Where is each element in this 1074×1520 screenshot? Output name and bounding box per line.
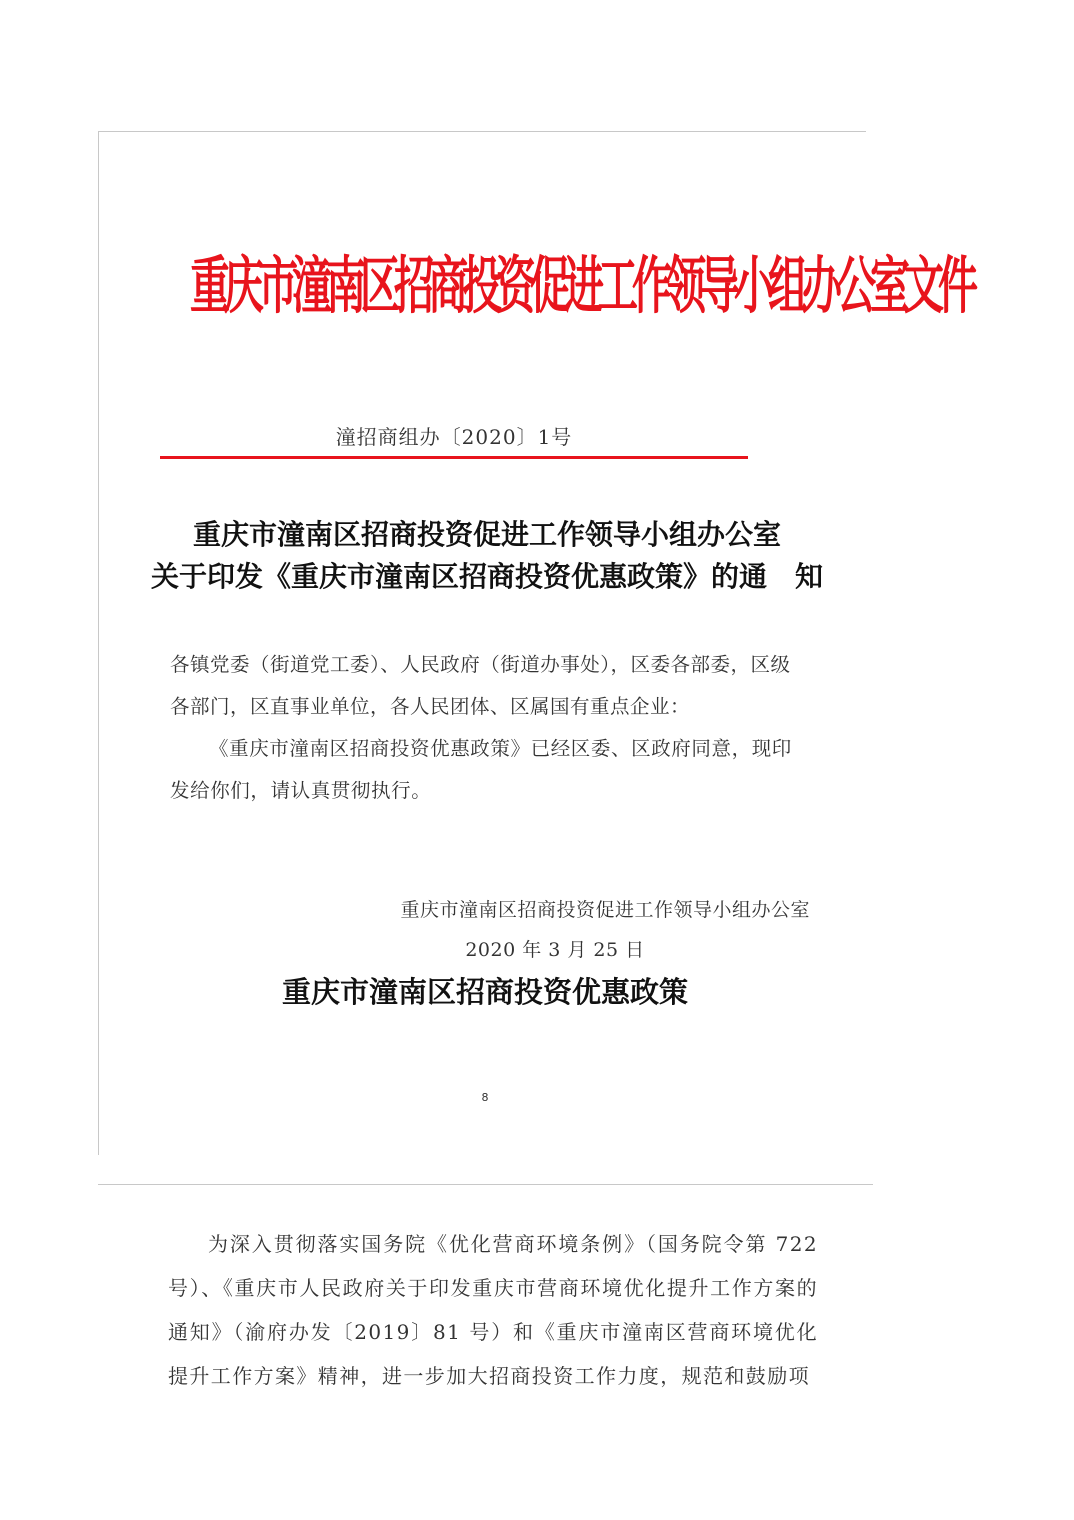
page-number: 8 bbox=[481, 1091, 489, 1104]
page-frame-top-border bbox=[98, 131, 866, 132]
signature-organization: 重庆市潼南区招商投资促进工作领导小组办公室 bbox=[400, 899, 810, 921]
masthead-title: 重庆市潼南区招商投资促进工作领导小组办公室文件 bbox=[190, 251, 972, 323]
notice-body-paragraph: 《重庆市潼南区招商投资优惠政策》已经区委、区政府同意，现印发给你们，请认真贯彻执行。 bbox=[170, 737, 792, 802]
policy-title: 重庆市潼南区招商投资优惠政策 bbox=[281, 975, 688, 1009]
next-page-paragraph: 为深入贯彻落实国务院《优化营商环境条例》（国务院令第 722 号）、《重庆市人民政府关于印发重庆市营商环境优化提升工作方案的通知》（渝府办发〔2019〕81 号）和《重庆市潼南区营商环境优化提升工作方案》精神，进一步加大招商投资工作力度，规范和鼓励项 bbox=[168, 1232, 818, 1388]
notice-title bbox=[150, 514, 824, 598]
signature-date: 2020 年 3 月 25 日 bbox=[465, 939, 645, 961]
notice-title-line-1: 重庆市潼南区招商投资促进工作领导小组办公室 bbox=[192, 518, 781, 551]
red-separator-rule bbox=[160, 456, 748, 459]
page-frame-left-border bbox=[98, 131, 99, 1155]
document-number: 潼招商组办〔2020〕1号 bbox=[335, 425, 573, 449]
addressee-paragraph: 各镇党委（街道党工委）、人民政府（街道办事处），区委各部委，区级各部门，区直事业单位，各人民团体、区属国有重点企业： bbox=[170, 653, 791, 718]
page-separator bbox=[98, 1184, 873, 1185]
notice-title-line-2: 关于印发《重庆市潼南区招商投资优惠政策》的通 知 bbox=[150, 560, 823, 593]
